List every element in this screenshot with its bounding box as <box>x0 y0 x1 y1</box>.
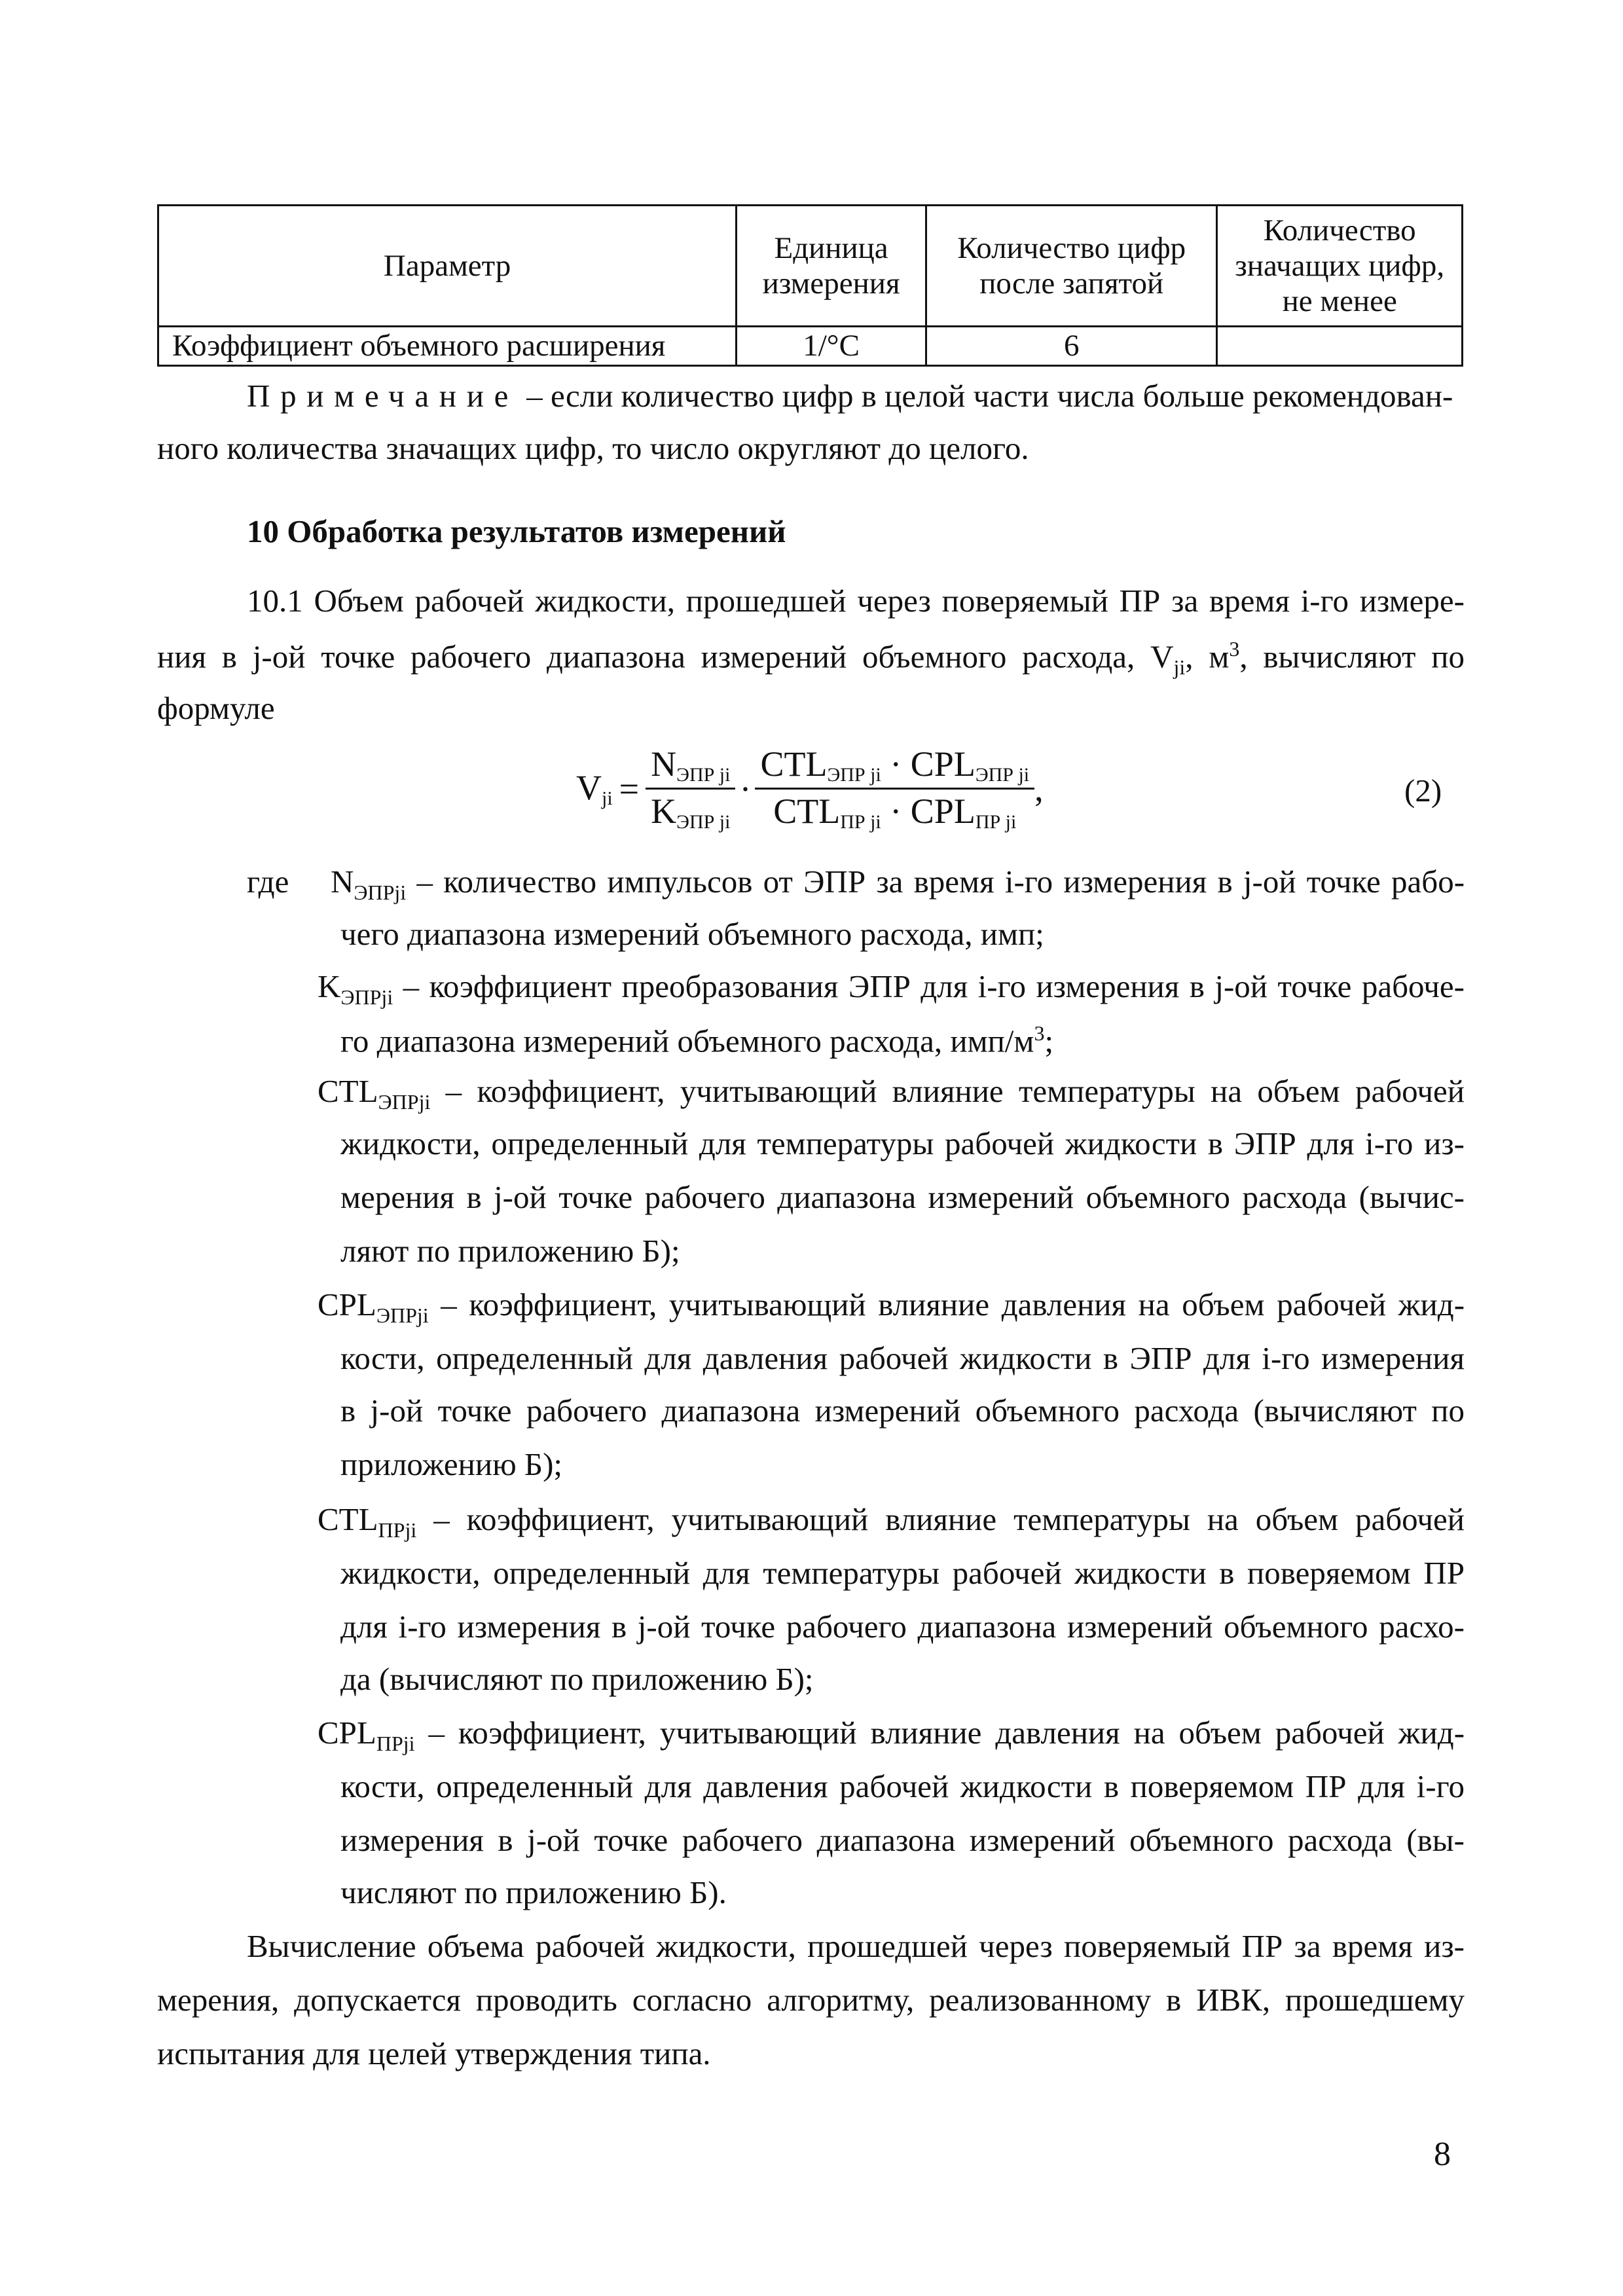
def-ctl-pr-line-3: для i-го измерения в j-ой точке рабочего диапазона измерений объемного расхо- <box>340 1609 1465 1645</box>
def-ctl-epr-line-4: ляют по приложению Б); <box>340 1233 680 1269</box>
para-10-1-line-2 <box>157 638 1465 678</box>
def-cpl-pr-line-1: $CPL_{ПРji}$ – коэффициент, учитывающий влияние давления на объем рабочей жид- <box>318 1715 1465 1755</box>
def-ctl-epr-line-1: $CTL_{ЭПРji}$ – коэффициент, учитывающий влияние температуры на объем рабочей <box>318 1073 1465 1114</box>
table-row <box>158 327 1463 366</box>
para-text: , м <box>1185 638 1230 675</box>
para-text: , вычисляют по <box>1239 638 1465 675</box>
def-cpl-epr-line-4: приложению Б); <box>340 1446 563 1482</box>
note-line-1 <box>247 380 1465 412</box>
para-sup: 3 <box>1229 637 1240 661</box>
formula-dot: · <box>739 769 752 809</box>
note-label: Примечание <box>247 378 519 414</box>
closing-line-3: испытания для целей утверждения типа. <box>157 2035 711 2071</box>
cell-significant <box>1217 327 1463 366</box>
section-heading: 10 Обработка результатов измерений <box>247 513 786 549</box>
def-ctl-epr-line-2: жидкости, определенный для температуры рабочей жидкости в ЭПР для i-го из- <box>340 1125 1465 1161</box>
def-cpl-pr-line-3: измерения в j-ой точке рабочего диапазона измерений объемного расхода (вы- <box>340 1822 1465 1858</box>
def-cpl-pr-line-4: числяют по приложению Б). <box>340 1874 727 1910</box>
parameters-table <box>157 204 1463 367</box>
cell-unit: 1/°C <box>737 327 926 366</box>
formula-equals: = <box>619 769 640 809</box>
def-k-line-1: $K_{ЭПРji}$ – коэффициент преобразования ЭПР для i-го измерения в j-ой точке рабоче- <box>318 968 1465 1009</box>
cell-decimals: 6 <box>926 327 1217 366</box>
table-header-row <box>158 206 1463 327</box>
def-cpl-epr-line-3: в j-ой точке рабочего диапазона измерений объемного расхода (вычисляют по <box>340 1393 1465 1429</box>
para-text: ния в j-ой точке рабочего диапазона измерений объемного расхода, V <box>157 638 1174 675</box>
cell-parameter: Коэффициент объемного расширения <box>158 327 737 366</box>
note-text-1: – если количество цифр в целой части числа больше рекомендован- <box>526 378 1453 414</box>
def-ctl-pr-line-4: да (вычисляют по приложению Б); <box>340 1661 814 1697</box>
para-sub: ji <box>1173 655 1186 680</box>
formula-2 <box>576 740 1044 838</box>
header-significant: Количество значащих цифр, не менее <box>1217 206 1463 327</box>
formula-fraction-1: $\frac{N_{ЭПР ji}}{K_{ЭПР ji}}$ <box>646 746 735 832</box>
closing-line-1: Вычисление объема рабочей жидкости, прошедшей через поверяемый ПР за время из- <box>247 1928 1465 1964</box>
formula-comma: , <box>1034 769 1044 809</box>
closing-line-2: мерения, допускается проводить согласно алгоритму, реализованному в ИВК, прошедшему <box>157 1982 1465 2018</box>
def-ctl-pr-line-2: жидкости, определенный для температуры рабочей жидкости в поверяемом ПР <box>340 1555 1465 1591</box>
formula-fraction-2: $\frac{CTL_{ЭПР ji} \cdot CPL_{ЭПР ji}}{CTL_{ПР ji} \cdot CPL_{ПР ji}}$ <box>755 746 1034 832</box>
formula-number: (2) <box>1404 773 1442 809</box>
page-number: 8 <box>1434 2136 1451 2173</box>
def-cpl-pr-line-2: кости, определенный для давления рабочей жидкости в поверяемом ПР для i-го <box>340 1768 1465 1804</box>
note-line-2: ного количества значащих цифр, то число округляют до целого. <box>157 430 1029 466</box>
def-k-line-2: го диапазона измерений объемного расхода, имп/$м^3$; <box>340 1021 1054 1059</box>
def-n-line-1: $N_{ЭПРji}$ – количество импульсов от ЭПР за время i-го измерения в j-ой точке рабо- <box>331 864 1465 904</box>
header-parameter: Параметр <box>158 206 737 327</box>
header-decimals: Количество цифр после запятой <box>926 206 1217 327</box>
def-ctl-epr-line-3: мерения в j-ой точке рабочего диапазона измерений объемного расхода (вычис- <box>340 1179 1465 1215</box>
def-cpl-epr-line-2: кости, определенный для давления рабочей жидкости в ЭПР для i-го измерения <box>340 1340 1465 1376</box>
def-n-line-2: чего диапазона измерений объемного расхода, имп; <box>340 916 1044 952</box>
header-unit: Единица измерения <box>737 206 926 327</box>
para-10-1-line-3: формуле <box>157 690 275 726</box>
where-label: где <box>247 864 289 900</box>
formula-lhs: $V_{ji}$ <box>576 767 613 809</box>
def-ctl-pr-line-1: $CTL_{ПРji}$ – коэффициент, учитывающий влияние температуры на объем рабочей <box>318 1501 1465 1542</box>
def-cpl-epr-line-1: $CPL_{ЭПРji}$ – коэффициент, учитывающий влияние давления на объем рабочей жид- <box>318 1286 1465 1327</box>
para-10-1-line-1: 10.1 Объем рабочей жидкости, прошедшей через поверяемый ПР за время i-го измере- <box>247 583 1465 619</box>
